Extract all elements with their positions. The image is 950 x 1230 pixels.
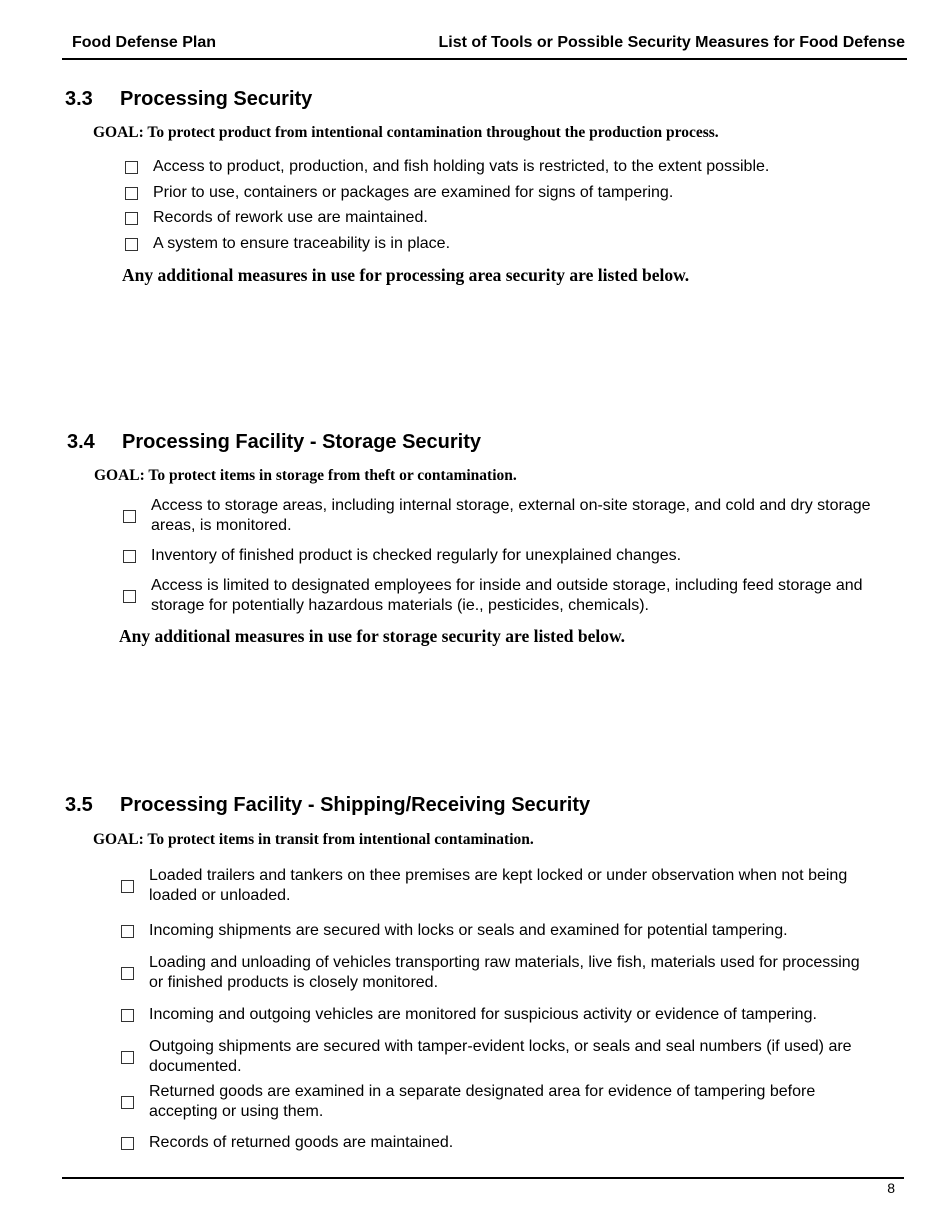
checklist-item-text: Prior to use, containers or packages are examined for signs of tampering. xyxy=(153,184,674,201)
section-title: Processing Facility - Shipping/Receiving Security xyxy=(120,794,591,816)
checklist-item-text: Records of returned goods are maintained. xyxy=(149,1134,454,1151)
checklist-item-text: Access to storage areas, including internal storage, external on-site storage, and cold and dry storage areas, is monitored. xyxy=(151,497,871,534)
section-number: 3.4 xyxy=(67,431,95,453)
checkbox[interactable] xyxy=(121,1009,134,1022)
checklist-item-text: Outgoing shipments are secured with tamper-evident locks, or seals and seal numbers (if used) are documented. xyxy=(149,1038,852,1075)
checkbox[interactable] xyxy=(123,590,136,603)
page-number: 8 xyxy=(887,1180,895,1196)
checkbox[interactable] xyxy=(121,967,134,980)
checklist-item-text: Access to product, production, and fish holding vats is restricted, to the extent possible. xyxy=(153,158,770,175)
section-3-3-additional-note: Any additional measures in use for processing area security are listed below. xyxy=(122,265,690,285)
checklist-item xyxy=(123,576,883,616)
header-document-title: Food Defense Plan xyxy=(72,34,217,51)
checkbox[interactable] xyxy=(123,550,136,563)
checklist-item-text: Inventory of finished product is checked regularly for unexplained changes. xyxy=(151,547,682,564)
checklist-item xyxy=(121,1037,861,1077)
section-3-4-additional-note: Any additional measures in use for storage security are listed below. xyxy=(119,626,626,646)
checklist-item-text: Records of rework use are maintained. xyxy=(153,209,428,226)
checklist-item-text: Loaded trailers and tankers on thee premises are kept locked or under observation when not being loaded or unloaded. xyxy=(149,867,848,904)
checklist-item xyxy=(121,1082,861,1122)
section-3-3-heading xyxy=(65,88,312,111)
footer-divider xyxy=(62,1177,904,1179)
checkbox[interactable] xyxy=(121,1096,134,1109)
checklist-item-text: Returned goods are examined in a separate designated area for evidence of tampering before accepting or using them. xyxy=(149,1083,816,1120)
checkbox[interactable] xyxy=(121,1137,134,1150)
checklist-item-text: Access is limited to designated employees for inside and outside storage, including feed storage and storage for potentially hazardous materials (ie., pesticides, chemicals). xyxy=(151,577,863,614)
checkbox[interactable] xyxy=(121,925,134,938)
checklist-item-text: Loading and unloading of vehicles transporting raw materials, live fish, materials used for processing or finished products is closely monitored. xyxy=(149,954,860,991)
checkbox[interactable] xyxy=(125,187,138,200)
checklist-item xyxy=(123,546,883,566)
checkbox[interactable] xyxy=(125,212,138,225)
section-title: Processing Security xyxy=(120,88,313,110)
checklist-item xyxy=(121,953,861,993)
checkbox[interactable] xyxy=(125,161,138,174)
section-3-5-heading xyxy=(65,794,590,817)
checklist-item xyxy=(125,157,845,177)
checklist-item-text: A system to ensure traceability is in place. xyxy=(153,235,451,252)
header-divider xyxy=(62,58,907,60)
section-number: 3.3 xyxy=(65,88,93,110)
checklist-item xyxy=(125,183,845,203)
checklist-item-text: Incoming and outgoing vehicles are monitored for suspicious activity or evidence of tampering. xyxy=(149,1006,817,1023)
checkbox[interactable] xyxy=(125,238,138,251)
checklist-item xyxy=(125,208,845,228)
section-3-4-heading xyxy=(67,431,481,454)
section-3-3-goal: GOAL: To protect product from intentional contamination throughout the production process. xyxy=(93,124,719,141)
checklist-item xyxy=(125,234,845,254)
checklist-item xyxy=(123,496,883,536)
section-title: Processing Facility - Storage Security xyxy=(122,431,482,453)
checklist-item xyxy=(121,1133,861,1153)
checkbox[interactable] xyxy=(123,510,136,523)
checklist-item xyxy=(121,921,861,941)
section-3-5-goal: GOAL: To protect items in transit from intentional contamination. xyxy=(93,831,534,848)
checklist-item xyxy=(121,1005,881,1025)
section-3-4-goal: GOAL: To protect items in storage from theft or contamination. xyxy=(94,467,517,484)
checklist-item xyxy=(121,866,861,906)
section-number: 3.5 xyxy=(65,794,93,816)
checklist-item-text: Incoming shipments are secured with locks or seals and examined for potential tampering. xyxy=(149,922,788,939)
header-section-title: List of Tools or Possible Security Measures for Food Defense xyxy=(438,34,905,51)
checkbox[interactable] xyxy=(121,1051,134,1064)
checkbox[interactable] xyxy=(121,880,134,893)
